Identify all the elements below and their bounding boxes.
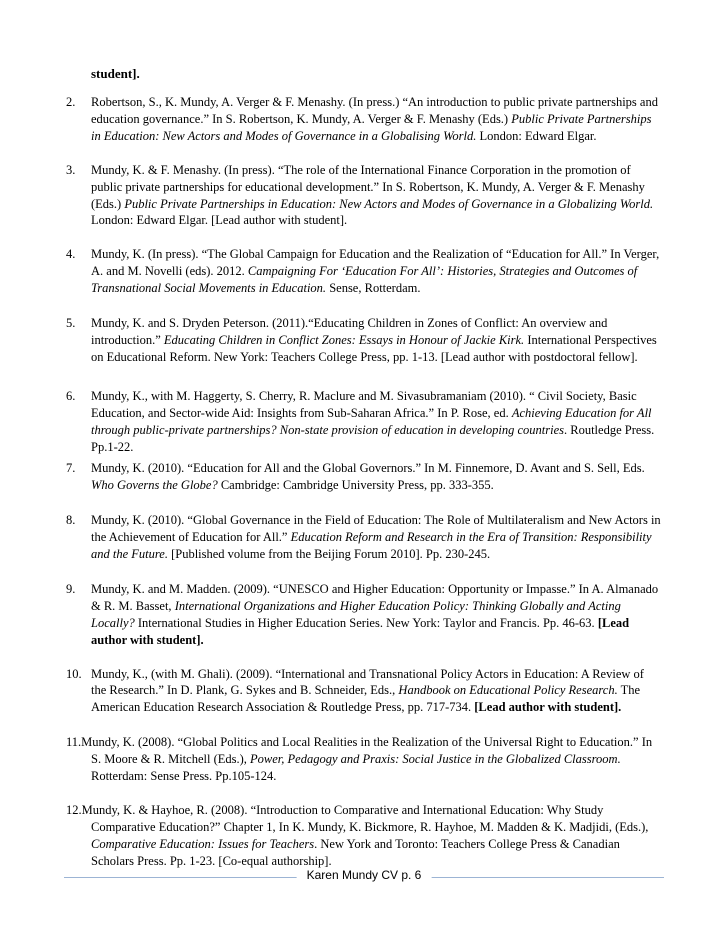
footer-label: Karen Mundy CV p. 6 [297,868,432,882]
reference-text: Mundy, K. and M. Madden. (2009). “UNESCO and Higher Education: Opportunity or Impasse.” In A. Almanado & R. M. Basset, [91,581,659,613]
reference-text: London: Edward Elgar. [Lead author with student]. [91,213,348,228]
reference-text: Rotterdam: Sense Press. Pp.105-124. [91,769,277,784]
reference-entry [66,162,662,230]
reference-text: Mundy, K. (2010). “Education for All and the Global Governors.” In M. Finnemore, D. Avant and S. Sell, Eds. [91,461,645,476]
reference-text: London: Edward Elgar. [476,128,597,143]
reference-number: 8. [66,513,76,528]
reference-entry [66,460,662,494]
page-footer [64,868,664,888]
reference-note: [Lead author with student]. [91,615,630,647]
reference-text: . New York and Toronto: Teachers College Press & Canadian Scholars Press. Pp. 1-23. [Co-equal authorship]. [91,836,620,868]
reference-entry [66,581,662,649]
reference-entry [66,246,662,297]
reference-number: 3. [66,162,76,177]
reference-number: 2. [66,95,76,109]
reference-entry [66,388,662,456]
reference-text: Mundy, K. & F. Menashy. (In press). “The role of the International Finance Corporation in the promotion of public private partnerships for educational development.” In S. Robertson, K. Mundy, A. Verger & F. Menashy (Eds.) [91,162,645,211]
reference-title: International Organizations and Higher Education Policy: Thinking Globally and Acting Locally? [91,598,621,630]
reference-text: [Published volume from the Beijing Forum 2010]. Pp. 230-245. [167,547,491,562]
reference-title: Power, Pedagogy and Praxis: Social Justice in the Globalized Classroom. [250,752,621,767]
reference-number: 11. [66,735,82,750]
reference-number: 10. [66,666,82,681]
reference-text: Mundy, K. & Hayhoe, R. (2008). “Introduction to Comparative and International Education: Why Study Comparative Education?” Chapter 1, In K. Mundy, K. Bickmore, R. Hayhoe, M. Madden & K. Madjidi, (Eds.), [81,803,649,834]
reference-number: 6. [66,388,76,403]
reference-text: Sense, Rotterdam. [326,281,421,296]
reference-title: Comparative Education: Issues for Teachers [91,836,315,851]
reference-note: [Lead author with student]. [474,700,622,715]
reference-text: Mundy, K. (2010). “Global Governance in the Field of Education: The Role of Multilateralism and New Actors in the Achievement of Education for All.” [91,513,661,545]
reference-title: Educating Children in Conflict Zones: Essays in Honour of Jackie Kirk. [163,332,525,347]
reference-title: Public Private Partnerships in Education: New Actors and Modes of Governance in a Globalizing World. [124,196,654,211]
reference-number: 7. [66,461,76,476]
reference-text: Mundy, K., (with M. Ghali). (2009). “International and Transnational Policy Actors in Education: A Review of the Research.” In D. Plank, G. Sykes and B. Schneider, Eds., [91,666,644,698]
reference-text: Robertson, S., K. Mundy, A. Verger & F. Menashy. (In press.) “An introduction to public private partnerships and education governance.” In S. Robertson, K. Mundy, A. Verger & F. Menashy (Eds.) [91,95,658,126]
reference-entry [66,94,662,145]
reference-text: International Perspectives on Educational Reform. New York: Teachers College Press, pp. 1-13. [Lead author with postdoctoral fellow]. [91,332,657,364]
reference-entry [66,666,662,717]
reference-title: Achieving Education for All through public-private partnerships? Non-state provision of education in developing countries [91,405,652,437]
reference-text: Mundy, K., with M. Haggerty, S. Cherry, R. Maclure and M. Sivasubramaniam (2010). “ Civil Society, Basic Education, and Sector-wide Aid: Insights from Sub-Saharan Africa.” In P. Rose, ed. [91,388,637,420]
reference-number: 12. [66,803,82,817]
reference-text: Mundy, K. and S. Dryden Peterson. (2011).“Educating Children in Zones of Conflict: An overview and introduction.” [91,316,608,347]
reference-number: 4. [66,247,76,262]
reference-number: 9. [66,581,76,596]
reference-list [66,94,662,870]
reference-text: . Routledge Press. Pp.1-22. [91,422,655,454]
reference-text: The American Education Research Association & Routledge Press, pp. 717-734. [91,683,641,715]
reference-title: Campaigning For ‘Education For All’: Histories, Strategies and Outcomes of Transnational Social Movements in Education. [91,264,638,296]
reference-text: Mundy, K. (2008). “Global Politics and Local Realities in the Realization of the Universal Right to Education.” In S. Moore & R. Mitchell (Eds.), [81,735,653,767]
reference-text: International Studies in Higher Education Series. New York: Taylor and Francis. Pp. 46-63. [134,615,598,630]
reference-entry [66,802,662,870]
reference-entry [66,734,662,785]
reference-title: Handbook on Educational Policy Research. [398,683,618,698]
reference-title: Who Governs the Globe? [91,478,218,493]
reference-text: Mundy, K. (In press). “The Global Campaign for Education and the Realization of “Education for All.” In Verger, A. and M. Novelli (eds). 2012. [91,247,660,279]
reference-title: Public Private Partnerships in Education: New Actors and Modes of Governance in a Globalising World. [91,111,652,143]
reference-title: Education Reform and Research in the Era of Transition: Responsibility and the Future. [91,530,652,562]
continuation-text: student]. [91,66,140,81]
reference-entry [66,315,662,366]
reference-number: 5. [66,316,76,331]
reference-entry [66,512,662,563]
reference-text: Cambridge: Cambridge University Press, pp. 333-355. [217,478,494,493]
